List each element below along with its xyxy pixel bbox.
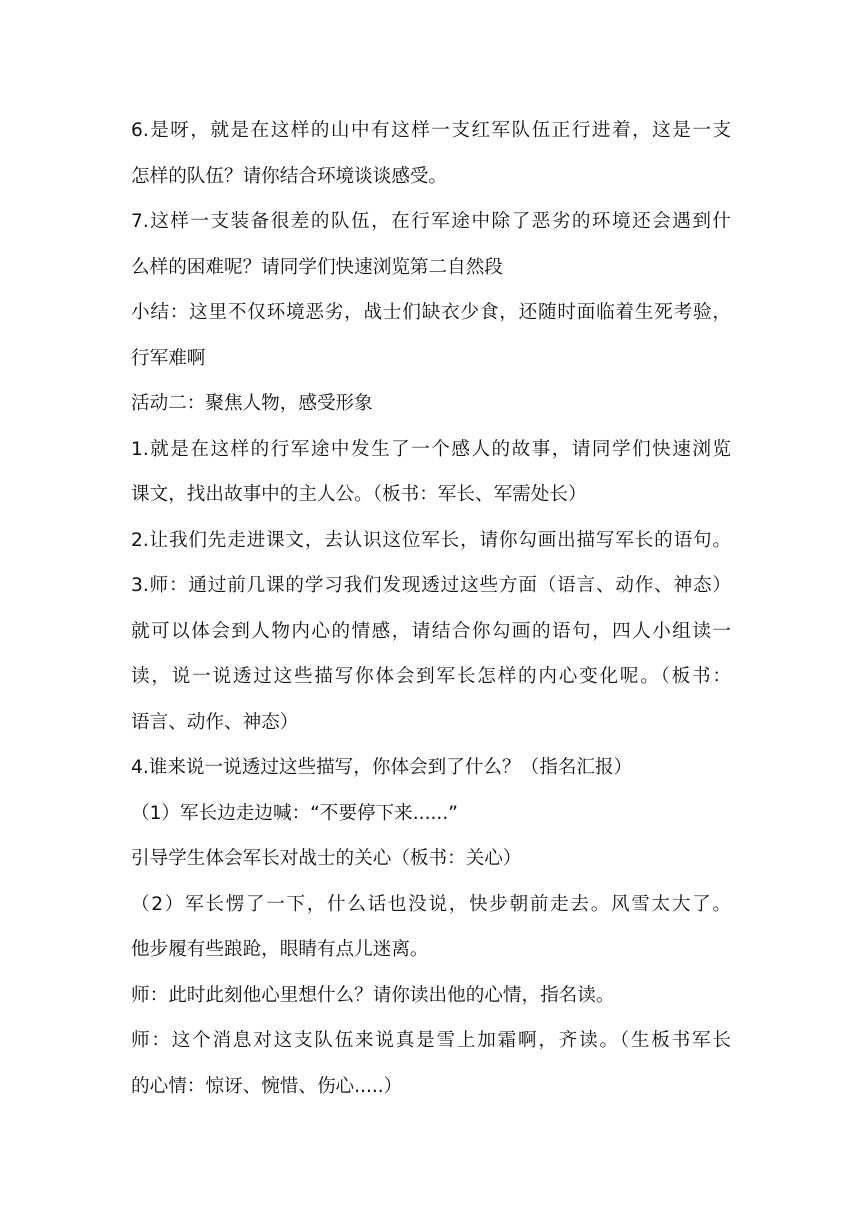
text-line: 引导学生体会军长对战士的关心（板书：关心） (131, 848, 522, 869)
text-line: 么样的困难呢？请同学们快速浏览第二自然段 (131, 256, 503, 278)
text-line: 的心情：惊讶、惋惜、伤心.....） (131, 1075, 403, 1097)
text-line: 3.师：通过前几课的学习我们发现透过这些方面（语言、动作、神态） (131, 575, 731, 596)
text-line: 他步履有些踉跄，眼睛有点儿迷离。 (131, 939, 429, 960)
text-line: 师：此时此刻他心里想什么？请你读出他的心情，指名读。 (131, 984, 615, 1006)
text-line: 4.谁来说一说透过这些描写，你体会到了什么？（指名汇报） (131, 757, 633, 778)
text-line: 6.是呀，就是在这样的山中有这样一支红军队伍正行进着，这是一支 (131, 120, 731, 141)
text-line: 读，说一说透过这些描写你体会到军长怎样的内心变化呢。（板书： (131, 666, 731, 687)
text-line: 小结：这里不仅环境恶劣，战士们缺衣少食，还随时面临着生死考验， (131, 302, 731, 323)
text-line: 语言、动作、神态） (131, 711, 299, 733)
text-line: （1）军长边走边喊：“不要停下来......” (131, 802, 458, 824)
text-line: 1.就是在这样的行军途中发生了一个感人的故事，请同学们快速浏览 (131, 438, 731, 460)
text-line: （2）军长愣了一下，什么话也没说，快步朝前走去。风雪太大了。 (131, 893, 731, 915)
section-heading: 活动二：聚焦人物，感受形象 (131, 393, 373, 414)
text-line: 行军难啊 (131, 347, 206, 369)
text-line: 2.让我们先走进课文，去认识这位军长，请你勾画出描写军长的语句。 (131, 529, 731, 551)
document-body (131, 108, 731, 1109)
text-line: 师：这个消息对这支队伍来说真是雪上加霜啊，齐读。（生板书军长 (131, 1030, 731, 1051)
text-line: 怎样的队伍？请你结合环境谈谈感受。 (131, 165, 448, 187)
text-line: 7.这样一支装备很差的队伍，在行军途中除了恶劣的环境还会遇到什 (131, 211, 731, 232)
text-line: 课文，找出故事中的主人公。（板书：军长、军需处长） (131, 484, 587, 505)
text-line: 就可以体会到人物内心的情感，请结合你勾画的语句，四人小组读一 (131, 620, 731, 642)
